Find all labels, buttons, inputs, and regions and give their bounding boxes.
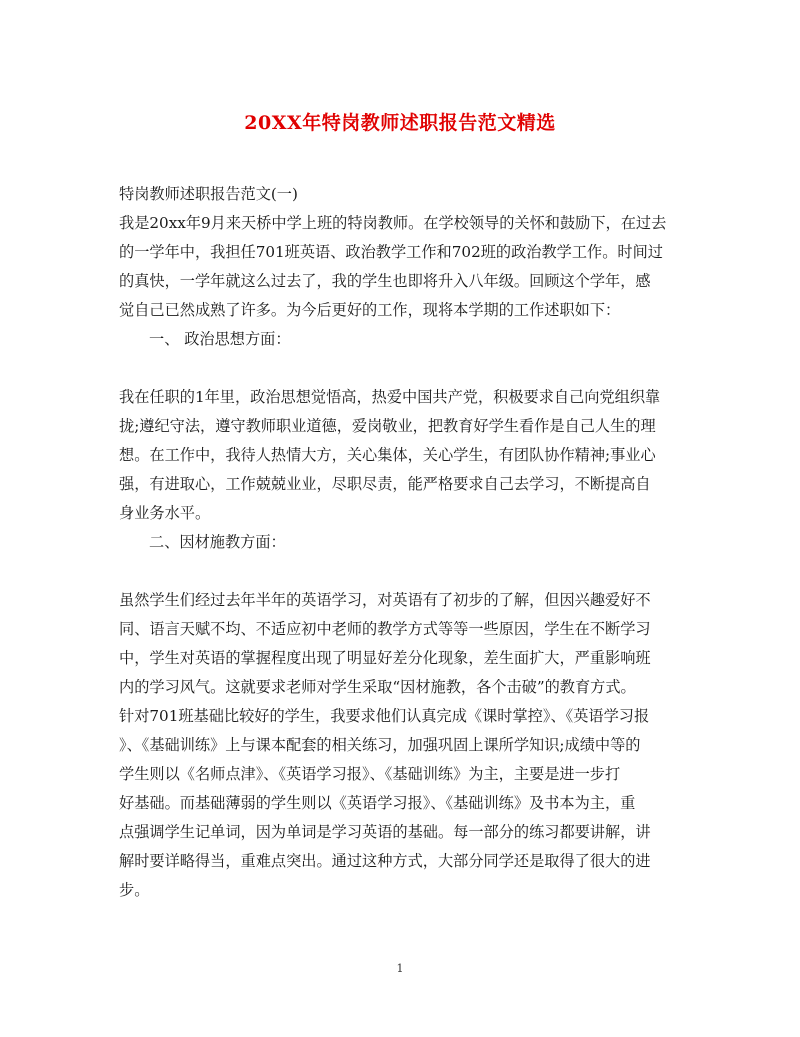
- paragraph-spacer: [119, 354, 679, 383]
- paragraph-line: 解时要详略得当，重难点突出。通过这种方式，大部分同学还是取得了很大的进: [119, 852, 651, 870]
- paragraph-line: 我在任职的1年里，政治思想觉悟高，热爱中国共产党，积极要求自己向党组织靠: [119, 388, 661, 406]
- paragraph-line: 点强调学生记单词，因为单词是学习英语的基础。每一部分的练习都要讲解，讲: [119, 823, 651, 841]
- paragraph-line: 中，学生对英语的掌握程度出现了明显好差分化现象，差生面扩大，严重影响班: [119, 649, 651, 667]
- intro-paragraph: [119, 209, 679, 325]
- paragraph-line: 的一学年中，我担任701班英语、政治教学工作和702班的政治教学工作。时间过: [119, 243, 663, 261]
- document-title: 20XX年特岗教师述职报告范文精选: [244, 112, 556, 134]
- paragraph-line: 强，有进取心，工作兢兢业业，尽职尽责，能严格要求自己去学习，不断提高自: [119, 475, 651, 493]
- paragraph-line: 学生则以《名师点津》、《英语学习报》、《基础训练》为主，主要是进一步打: [119, 765, 621, 783]
- page-number: 1: [396, 962, 404, 975]
- paragraph-spacer: [119, 557, 679, 586]
- section-political-paragraph: [119, 383, 679, 528]
- paragraph-line: 虽然学生们经过去年半年的英语学习，对英语有了初步的了解，但因兴趣爱好不: [119, 591, 651, 609]
- paragraph-line: 拢;遵纪守法，遵守教师职业道德，爱岗敬业，把教育好学生看作是自己人生的理: [119, 417, 656, 435]
- paragraph-line: 好基础。而基础薄弱的学生则以《英语学习报》、《基础训练》及书本为主，重: [119, 794, 636, 812]
- paragraph-line: 身业务水平。: [119, 504, 211, 522]
- section-teaching-paragraph: [119, 586, 679, 905]
- paragraph-line: 想。在工作中，我待人热情大方，关心集体，关心学生，有团队协作精神;事业心: [119, 446, 656, 464]
- section-heading-political: 一、 政治思想方面：: [149, 330, 291, 348]
- document-body: [119, 180, 679, 905]
- paragraph-line: 的真快，一学年就这么过去了，我的学生也即将升入八年级。回顾这个学年，感: [119, 272, 651, 290]
- paragraph-line: 针对701班基础比较好的学生，我要求他们认真完成《课时掌控》、《英语学习报: [119, 707, 650, 725]
- paragraph-line: 内的学习风气。这就要求老师对学生采取“因材施教，各个击破”的教育方式。: [119, 678, 636, 696]
- document-subtitle: 特岗教师述职报告范文(一): [119, 185, 298, 203]
- section-heading-teaching: 二、因材施教方面：: [149, 533, 286, 551]
- paragraph-line: 我是20xx年9月来天桥中学上班的特岗教师。在学校领导的关怀和鼓励下，在过去: [119, 214, 667, 232]
- paragraph-line: 步。: [119, 881, 150, 899]
- paragraph-line: 觉自己已然成熟了许多。为今后更好的工作，现将本学期的工作述职如下：: [119, 301, 621, 319]
- paragraph-line: 同、语言天赋不均、不适应初中老师的教学方式等等一些原因，学生在不断学习: [119, 620, 651, 638]
- paragraph-line: 》、《基础训练》上与课本配套的相关练习，加强巩固上课所学知识;成绩中等的: [119, 736, 641, 754]
